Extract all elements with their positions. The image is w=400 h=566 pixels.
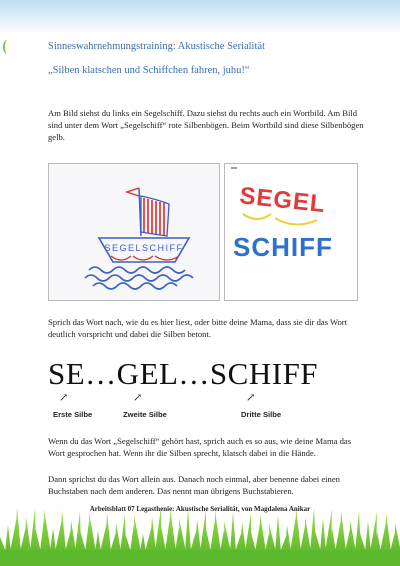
instruction-paragraph: Sprich das Wort nach, wie du es hier liest, oder bitte deine Mama, dass sie dir das Wort deutlich vorspricht und dabei die Silben betont.	[48, 317, 348, 339]
arrow-up-icon: ↗	[59, 392, 69, 404]
word-picture	[224, 163, 358, 301]
grass-blade-decoration	[3, 40, 11, 54]
clap-paragraph: Wenn du das Wort „Segelschiff“ gehört hast, sprich auch es so aus, wie deine Mama das Wort gesprochen hat. Wenn ihr die Silben sprecht, klatsch dabei in die Hände.	[48, 436, 352, 458]
arrow-up-icon: ↗	[246, 392, 256, 404]
word-picture-bottom: SCHIFF	[233, 232, 333, 262]
syllable-word: SE…GEL…SCHIFF	[48, 356, 319, 391]
sailboat-illustration	[49, 164, 219, 300]
worksheet-subtitle: „Silben klatschen und Schiffchen fahren, juhu!“	[48, 65, 250, 76]
spelling-paragraph: Dann sprichst du das Wort allein aus. Danach noch einmal, aber benenne dabei einen Buchstaben nach dem anderen. Das nennt man übrigens Buchstabieren.	[48, 474, 340, 496]
syllable-label-first: Erste Silbe	[53, 410, 93, 419]
worksheet-title: Sinneswahrnehmungstraining: Akustische Serialität	[48, 41, 265, 52]
sailboat-drawing	[48, 163, 220, 301]
sky-banner	[0, 0, 400, 34]
word-picture-top: SEGEL	[238, 182, 327, 219]
boat-word-label: SEGELSCHIFF	[104, 243, 184, 253]
intro-paragraph: Am Bild siehst du links ein Segelschiff. Dazu siehst du rechts auch ein Wortbild. Am Bild sind unter dem Wort „Segelschiff“ rote Silbenbögen. Beim Wortbild sind diese Silbenbögen gelb.	[48, 108, 364, 142]
arrow-up-icon: ↗	[133, 392, 143, 404]
syllable-label-third: Dritte Silbe	[241, 410, 282, 419]
syllable-label-second: Zweite Silbe	[123, 410, 167, 419]
worksheet-footer: Arbeitsblatt 07 Legasthenie: Akustische Serialität, von Magdalena Anikar	[89, 505, 311, 513]
word-picture-illustration	[225, 164, 357, 300]
